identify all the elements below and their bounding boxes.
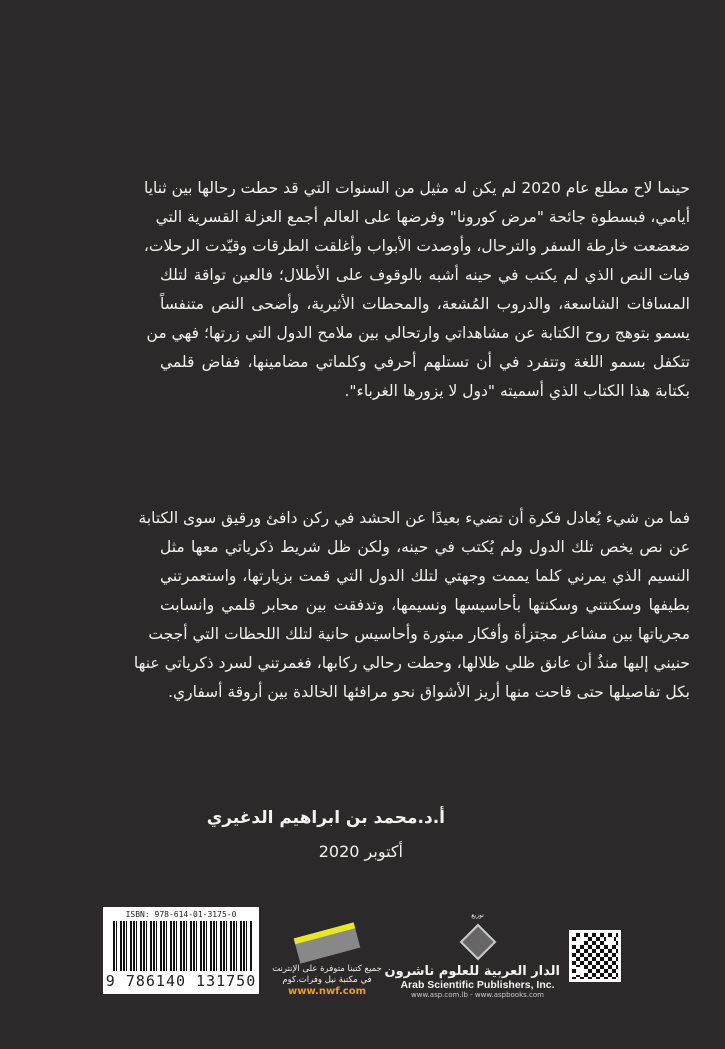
text-line: ضعضعت خارطة السفر والترحال، وأوصدت الأبواب وأغلقت الطرقات وقيّدت الرحلات، [143,237,690,255]
publisher-logo-icon [459,924,496,961]
isbn-text: ISBN: 978-614-01-3175-0 [125,910,237,919]
publication-date: أكتوبر 2020 [318,842,403,861]
text-line: فبات النص الذي لم يكتب في حينه أشبه بالوقوف على الأطلال؛ فالعين تواقة لتلك [160,266,690,284]
paragraph-1 [143,174,690,406]
text-line: أيامي، فبسطوة جائحة "مرض كورونا" وفرضها على العالم أجمع العزلة القسرية التي [155,208,690,226]
publisher-name-en: Arab Scientific Publishers, Inc. [400,979,555,991]
publisher-block [384,912,560,999]
distribution-label: توزيع [471,912,484,919]
nwf-tag-logo [294,922,361,963]
text-line: بكتابة هذا الكتاب الذي أسميته "دول لا يزورها الغرباء". [344,382,690,400]
paragraph-2 [133,504,690,707]
isbn-barcode [103,907,259,994]
text-line: بطيفها وسكنتني وسكنتها بأحاسيسها ونسيمها، وتدفقت بين محابر قلمي وانسابت [160,596,690,614]
barcode-bars [113,921,253,971]
nwf-text-2: في مكتبة نيل وفرات.كوم [282,975,372,985]
text-line: تتكفل بسمو اللغة وتتفرد في أن تستلهم أحرفي وكلماتي مضامينها، ففاض قلمي [160,353,690,371]
nwf-url: www.nwf.com [287,986,367,997]
publisher-urls: www.asp.com.lb - www.aspbooks.com [411,991,544,999]
text-line: فما من شيء يُعادل فكرة أن تضيء بعيدًا عن الحشد في ركن دافئ ورقيق سوى الكتابة [138,509,690,527]
nwf-text-1: جميع كتبنا متوفرة على الإنترنت [272,964,382,974]
text-line: عن نص يخص تلك الدول ولم يُكتب في حينه، ولكن ظل شريط ذكرياتي معها مثل [160,538,690,556]
author-name: أ.د.محمد بن ابراهيم الدغيري [206,808,445,828]
qr-code-icon [569,930,621,982]
text-line: النسيم الذي يمرني كلما يممت وجهتي لتلك الدول التي قمت بزيارتها، واستعمرتني [160,567,690,585]
text-line: بكل تفاصيلها حتى فاحت منها أريز الأشواق نحو مرافئها الخالدة بين أروقة أسفاري. [168,683,690,701]
text-line: حنيني إليها منذُ أن عانق ظلي ظلالها، وحطت رحالي ركابها، فغمرتني لسرد ذكرياتي عنها [133,654,690,672]
text-line: مجرياتها بين مشاعر مجتزأة وأفكار مبتورة وأحاسيس حانية لتلك اللحظات التي أججت [148,625,690,643]
nwf-ad [262,930,392,997]
text-line: يسمو بتوهج روح الكتابة عن مشاهداتي وارتحالي بين ملامح الدول التي زرتها؛ فهي من [146,324,690,342]
barcode-number: 9 786140 131750 [105,972,257,990]
publisher-name-ar: الدار العربية للعلوم ناشرون [384,964,560,979]
text-line: حينما لاح مطلع عام 2020 لم يكن له مثيل من السنوات التي قد حطت رحالها بين ثنايا [143,179,690,197]
text-line: المسافات الشاسعة، والدروب المُشعة، والمحطات الأثيرية، وأضحى النص متنفساً [160,295,690,313]
